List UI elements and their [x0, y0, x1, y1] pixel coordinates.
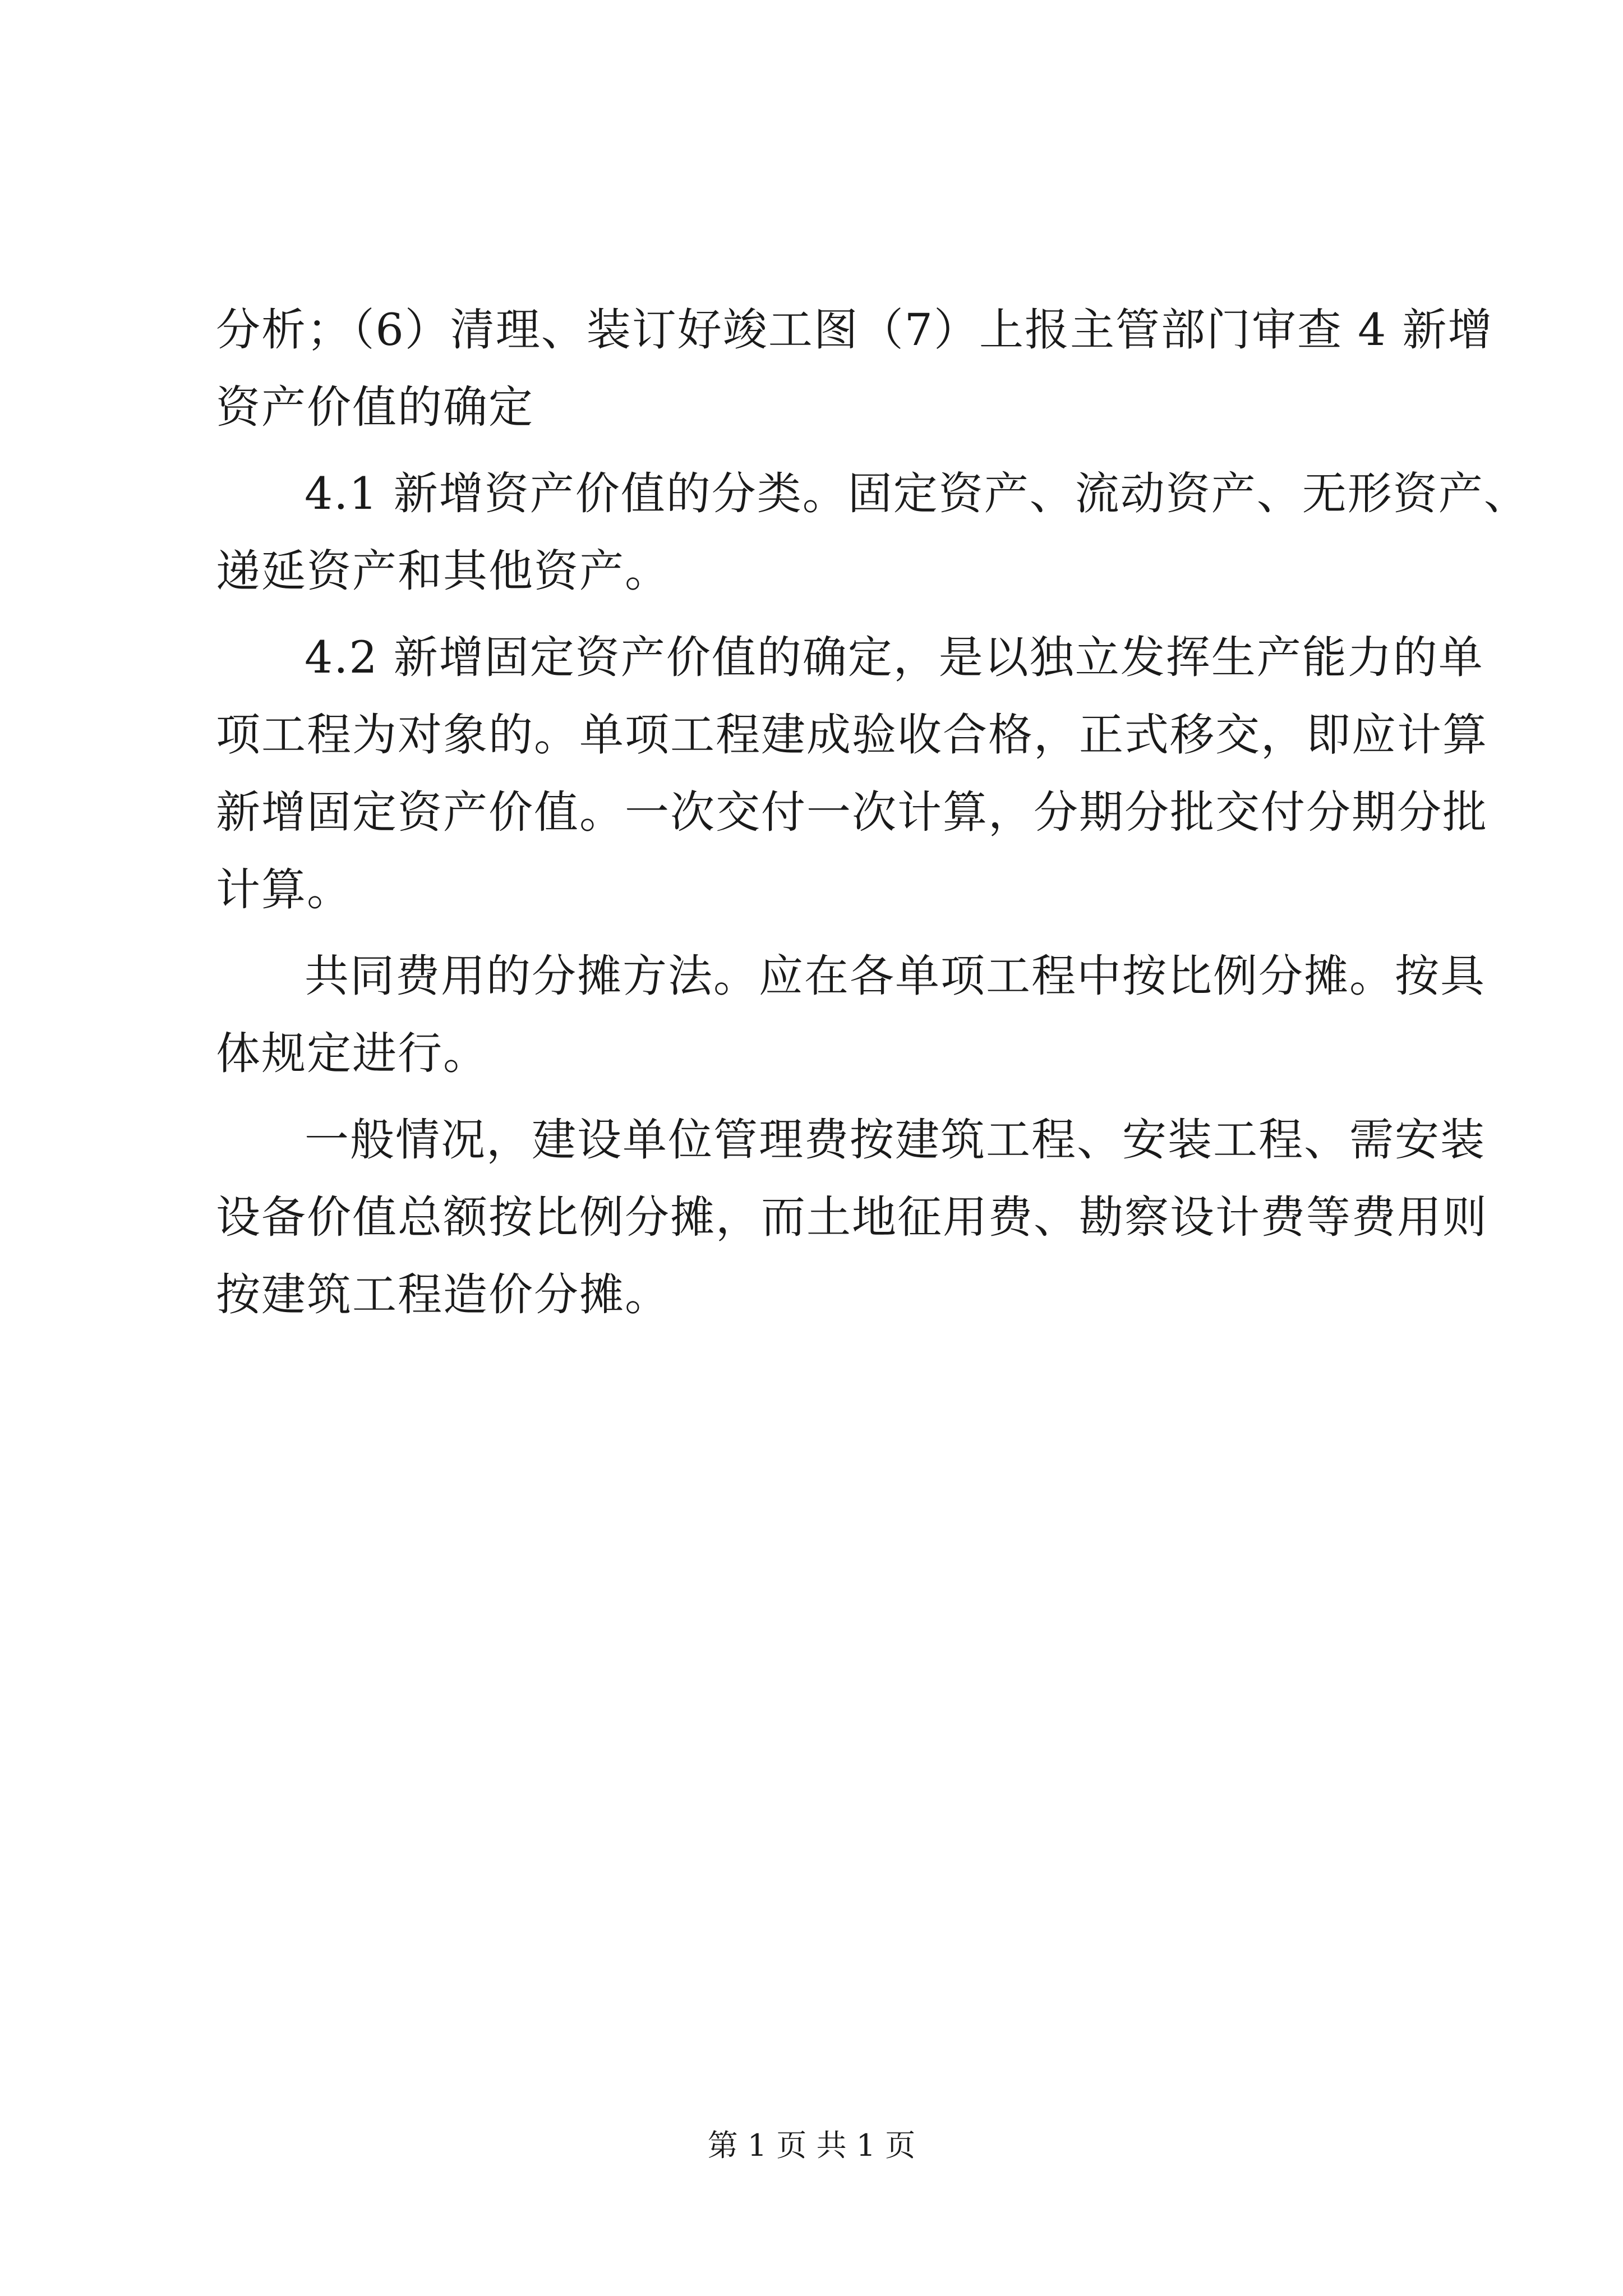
text-line: 递延资产和其他资产。	[216, 545, 670, 597]
paragraph-4-1-line: 4.1 新增资产价值的分类。固定资产、流动资产、无形资产、	[305, 468, 1529, 519]
document-body	[216, 303, 1529, 1322]
text-line: 项工程为对象的。单项工程建成验收合格，正式移交，即应计算	[216, 709, 1488, 761]
text-line: 新增固定资产价值。一次交付一次计算，分期分批交付分期分批	[216, 786, 1488, 838]
paragraph-4-2-line: 4.2 新增固定资产价值的确定，是以独立发挥生产能力的单	[305, 632, 1484, 683]
text-line: 设备价值总额按比例分摊，而土地征用费、勘察设计费等费用则	[216, 1191, 1488, 1243]
paragraph-shared-cost-line: 共同费用的分摊方法。应在各单项工程中按比例分摊。按具	[305, 950, 1486, 1002]
text-line: 计算。	[216, 864, 352, 915]
page-number-footer: 第 1 页 共 1 页	[707, 2128, 916, 2163]
text-line: 体规定进行。	[216, 1028, 488, 1079]
paragraph-general-line: 一般情况，建设单位管理费按建筑工程、安装工程、需安装	[305, 1114, 1486, 1166]
text-line: 分析；（6）清理、装订好竣工图（7）上报主管部门审查 4 新增	[216, 304, 1493, 356]
text-line: 资产价值的确定	[216, 381, 534, 433]
text-line: 按建筑工程造价分摊。	[216, 1269, 670, 1320]
